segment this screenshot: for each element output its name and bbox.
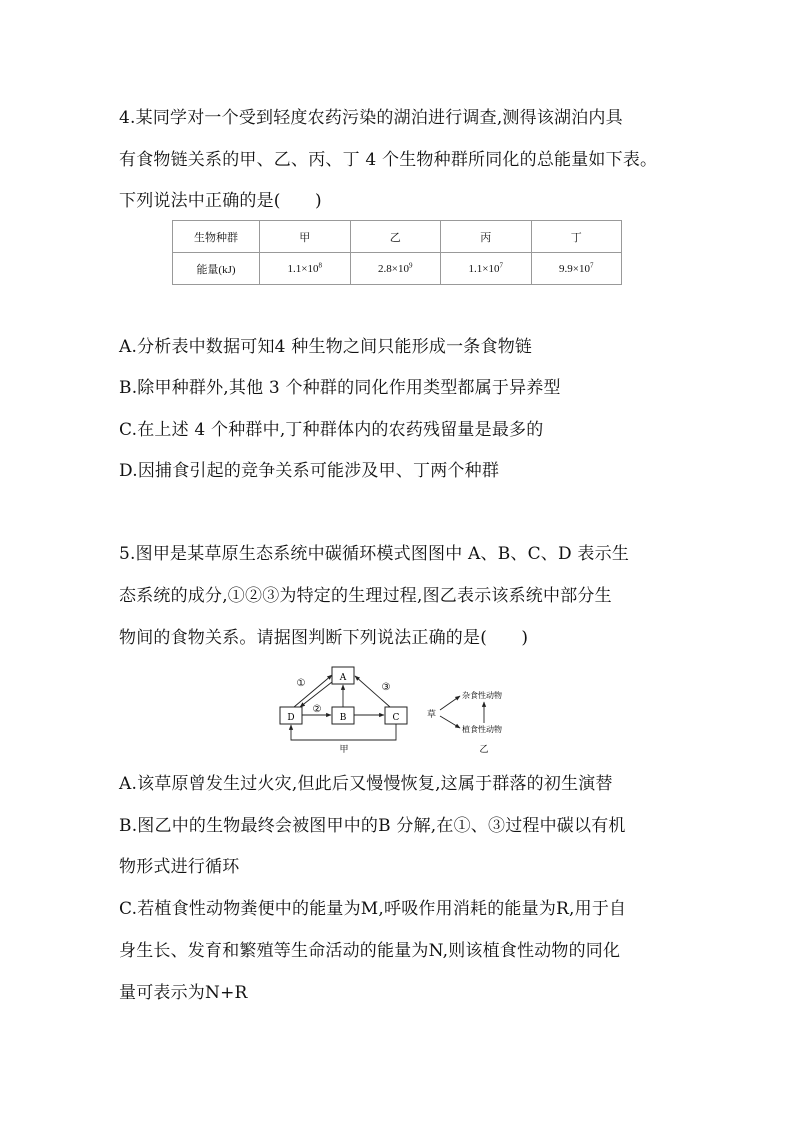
table-cell — [441, 253, 532, 285]
node-a-label: A — [339, 673, 347, 683]
value-exponent: 7 — [589, 260, 594, 269]
food-relationship-diagram — [426, 680, 530, 756]
q4-option-b: B.除甲种群外,其他 3 个种群的同化作用类型都属于异养型 — [119, 378, 561, 398]
q4-option-d: D.因捕食引起的竞争关系可能涉及甲、丁两个种群 — [119, 461, 500, 481]
process-label-1: ① — [296, 678, 306, 689]
omnivore-label: 杂食性动物 — [462, 691, 502, 700]
q5-stem-line-2: 态系统的成分,①②③为特定的生理过程,图乙表示该系统中部分生 — [119, 586, 612, 606]
table-row — [173, 253, 622, 285]
process-label-2: ② — [312, 704, 322, 715]
diagram-yi-caption: 乙 — [479, 745, 489, 755]
q4-stem-line-1: 4.某同学对一个受到轻度农药污染的湖泊进行调查,测得该湖泊内具 — [119, 108, 623, 128]
table-header-cell: 丙 — [441, 221, 532, 253]
table-cell — [350, 253, 441, 285]
herbivore-label: 植食性动物 — [462, 725, 502, 734]
table-cell — [531, 253, 622, 285]
q4-option-a: A.分析表中数据可知4 种生物之间只能形成一条食物链 — [119, 337, 533, 357]
value-exponent: 8 — [318, 260, 322, 269]
value-base: 9.9×10 — [559, 262, 590, 275]
q5-option-c-line-3: 量可表示为N+R — [119, 983, 248, 1003]
carbon-cycle-diagram — [270, 660, 420, 756]
arrow-grass-to-herbivore — [440, 716, 460, 728]
table-header-cell: 生物种群 — [173, 221, 260, 253]
node-d-label: D — [287, 713, 295, 723]
q5-option-a: A.该草原曾发生过火灾,但此后又慢慢恢复,这属于群落的初生演替 — [119, 774, 613, 794]
node-b-label: B — [339, 713, 347, 723]
node-c-label: C — [392, 713, 400, 723]
value-exponent: 9 — [408, 260, 413, 269]
value-base: 1.1×10 — [287, 262, 319, 275]
q5-option-c-line-2: 身生长、发育和繁殖等生命活动的能量为N,则该植食性动物的同化 — [119, 941, 621, 961]
value-base: 2.8×10 — [378, 262, 409, 275]
process-label-3: ③ — [381, 682, 391, 693]
table-header-cell: 甲 — [260, 221, 351, 253]
grass-label: 草 — [427, 710, 437, 720]
arrow-grass-to-omnivore — [440, 696, 460, 710]
q5-option-b-line-2: 物形式进行循环 — [119, 857, 240, 877]
table-cell — [260, 253, 351, 285]
table-header-cell: 丁 — [531, 221, 622, 253]
q4-stem-line-3: 下列说法中正确的是( ) — [119, 191, 322, 211]
arrow-c-to-d — [291, 724, 396, 740]
q4-option-c: C.在上述 4 个种群中,丁种群体内的农药残留量是最多的 — [119, 420, 544, 440]
q4-stem-line-2: 有食物链关系的甲、乙、丙、丁 4 个生物种群所同化的总能量如下表。 — [119, 150, 658, 170]
value-base: 1.1×10 — [468, 262, 500, 275]
q5-option-b-line-1: B.图乙中的生物最终会被图甲中的B 分解,在①、③过程中碳以有机 — [119, 816, 626, 836]
table-header-row — [173, 221, 622, 253]
diagram-jia-caption: 甲 — [339, 745, 349, 755]
value-exponent: 7 — [499, 260, 503, 269]
table-header-cell: 乙 — [350, 221, 441, 253]
q5-stem-line-3: 物间的食物关系。请据图判断下列说法正确的是( ) — [119, 628, 529, 648]
q5-stem-line-1: 5.图甲是某草原生态系统中碳循环模式图图中 A、B、C、D 表示生 — [119, 544, 630, 564]
table-row-label: 能量(kJ) — [173, 253, 260, 285]
q5-option-c-line-1: C.若植食性动物粪便中的能量为M,呼吸作用消耗的能量为R,用于自 — [119, 899, 627, 919]
energy-table — [172, 220, 622, 285]
